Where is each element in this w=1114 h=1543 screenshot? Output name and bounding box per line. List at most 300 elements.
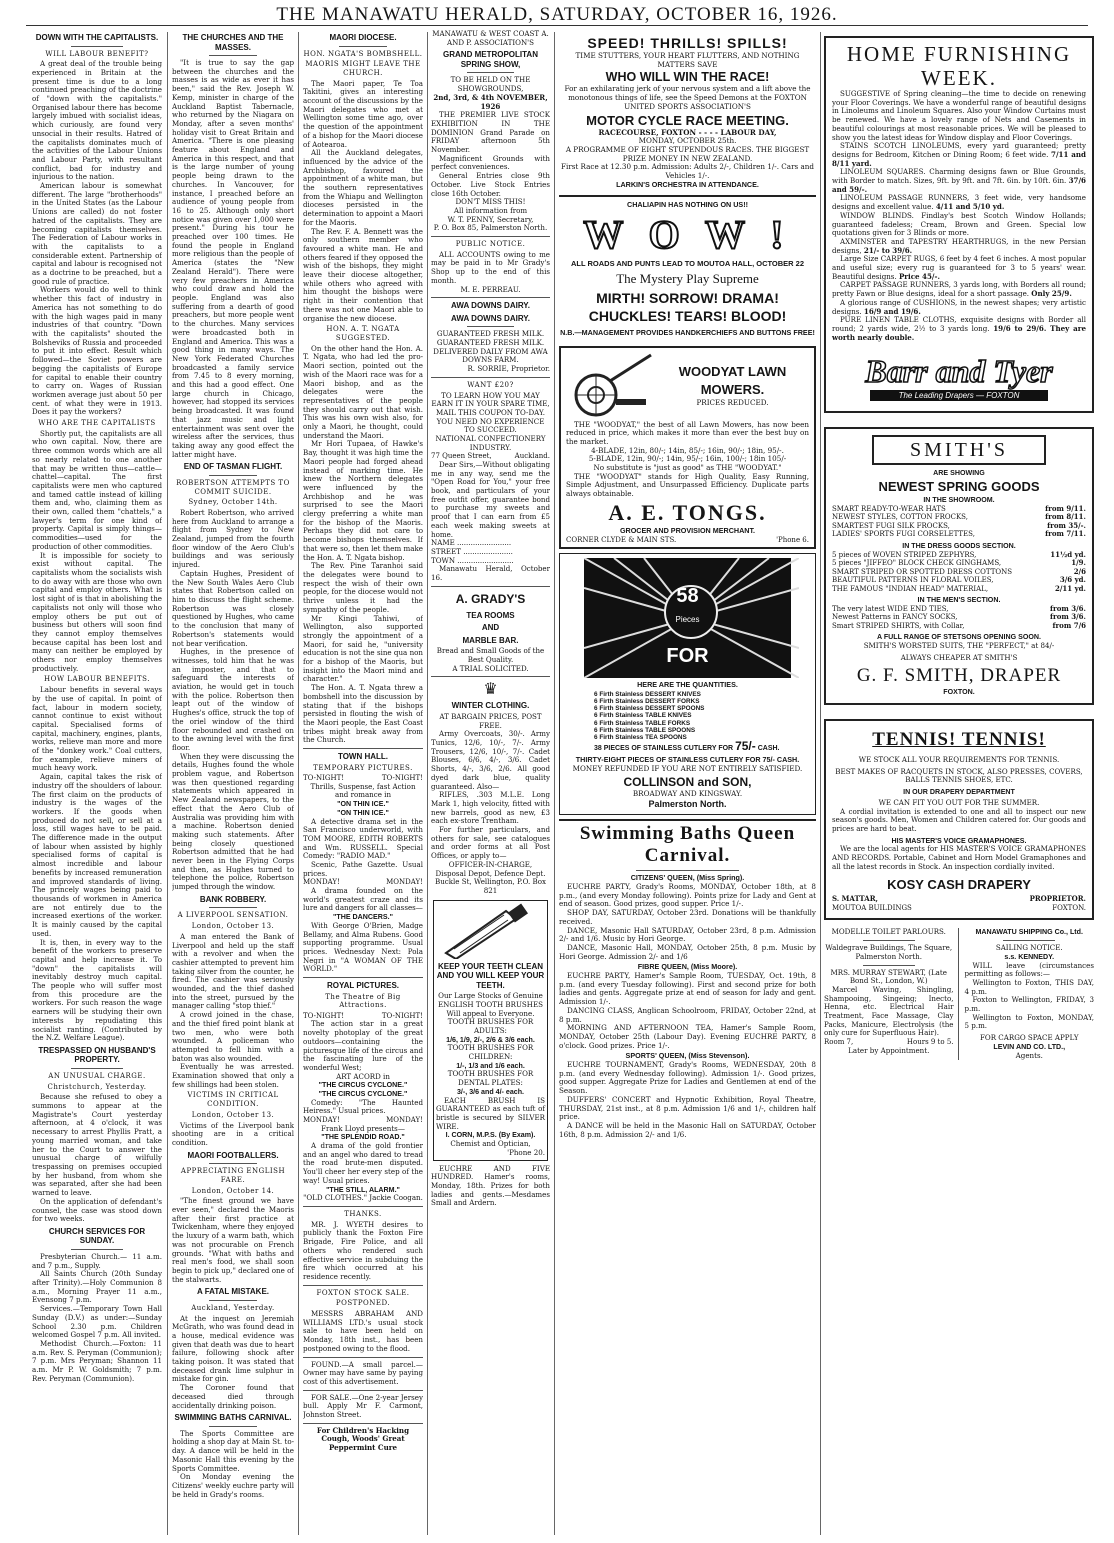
ad-text: Waldegrave Buildings, The Square, Palmerston North. <box>825 943 953 961</box>
price-list-item: The very latest WIDE END TIES, <box>832 604 949 613</box>
article-paragraph: Victims of the Liverpool bank shooting are in a critical condition. <box>172 1120 294 1147</box>
ad-headline: NEWEST SPRING GOODS <box>878 479 1040 495</box>
price-list-item: SMART READY-TO-WEAR HATS <box>832 504 946 513</box>
ad-text: DANCE, Masonic Hall SATURDAY, October 23rd, 8 p.m. Admission 2/- and 1/6. Music by Hori George. <box>559 925 816 944</box>
ad-text: For further particulars, and others for sale, see catalogues and order forms at all Post Offices, or apply to— <box>431 825 550 861</box>
film-title: "ON THIN ICE." <box>337 800 389 809</box>
ad-text: A drama of the gold frontier and an angel who dared to tread the road brute-men disputed. You'll cheer her every step of the way! Usual prices. <box>303 1141 423 1185</box>
lawn-mower-icon <box>566 351 656 421</box>
ad-headline: MIRTH! SORROW! DRAMA! <box>596 289 779 306</box>
dateline: Auckland, Yesterday. <box>191 1303 275 1312</box>
article-paragraph: When they were discussing the details, Hughes found the whole problem vague, and Robertson was then questioned regarding statements which appeared in New Zealand newspapers, to the effect that the Aero Club of Australia was providing him with a machine. Robertson denied making such statements. After being closely questioned Robertson admitted that he had never been in the Flying Corps and then, as Hughes turned to telephone the police, Robertson jumped through the window. <box>172 751 294 892</box>
subheadline: THANKS. <box>344 1209 382 1218</box>
price: 1/-, 1/3 and 1/6 each. <box>456 1061 525 1070</box>
subheadline: A LIVERPOOL SENSATION. <box>177 911 289 920</box>
coupon-label: NAME <box>431 538 455 548</box>
ad-headline: WINTER CLOTHING. <box>451 701 530 711</box>
ad-headline: KEEP YOUR TEETH CLEAN AND YOU WILL KEEP YOUR TEETH. <box>436 961 545 990</box>
ad-text: MANAWATU & WEST COAST A. AND P. ASSOCIATION'S <box>432 30 549 47</box>
ad-text: RACECOURSE, FOXTON - - - - LABOUR DAY, <box>598 127 777 137</box>
divider <box>209 475 258 476</box>
price-list-item: THE FAMOUS "INDIAN HEAD" MATERIAL, <box>832 584 989 593</box>
price-list-price: 2/11 yd. <box>1054 583 1086 593</box>
address-row <box>566 536 809 545</box>
tonight-label: TO-NIGHT! <box>303 1011 345 1020</box>
price-list-price: from 9/11. <box>1045 503 1086 513</box>
monday-label: MONDAY! <box>303 1116 340 1125</box>
headline: THE CHURCHES AND THE MASSES. <box>182 33 284 52</box>
ad-text: THE "WOODYAT," the best of all Lawn Mowers, has now been reduced in price, which makes it more than ever the best buy on the market. <box>566 419 809 446</box>
price-list-price: 3/6 yd. <box>1059 575 1086 584</box>
price-list-row <box>832 613 1086 622</box>
divider <box>209 1163 258 1164</box>
subheadline: WHO ARE THE CAPITALISTS <box>38 419 156 428</box>
ad-text: MRS. MURRAY STEWART, (Late Bond St., London, W.) <box>830 967 947 986</box>
ad-text: ALL ROADS AND PUNTS LEAD TO MOUTOA HALL, OCTOBER 22 <box>570 259 805 269</box>
ad-headline: TENNIS! TENNIS! <box>872 729 1046 751</box>
cutlery-item: 6 Firth Stainless DESSERT FORKS <box>594 697 700 705</box>
price-list-item: LADIES' SPORTS FUGI CORSELETTES, <box>832 530 975 539</box>
cutlery-list <box>594 691 781 741</box>
coupon-name-field[interactable]: NAME ........................ <box>431 538 512 548</box>
price-list-price: 1/9. <box>1071 558 1086 567</box>
ad-text: Frank Lloyd presents— <box>321 1123 405 1133</box>
ad-subhead: IN THE MEN'S SECTION. <box>917 596 1001 604</box>
ad-text: AT BARGAIN PRICES, POST FREE. <box>439 711 542 730</box>
price-list-row <box>832 568 1086 577</box>
ad-text: PRICES REDUCED. <box>696 398 769 408</box>
film-title: "THE STILL, ALARM." <box>326 1185 400 1194</box>
headline: END OF TASMAN FLIGHT. <box>183 462 283 472</box>
divider <box>559 195 816 197</box>
divider <box>303 1390 423 1391</box>
divider <box>71 1249 123 1250</box>
ad-subhead: IN THE DRESS GOODS SECTION. <box>902 541 1016 550</box>
headline: DOWN WITH THE CAPITALISTS. <box>35 33 159 42</box>
article-paragraph: Services.—Temporary Town Hall Sunday (D.V.) as under:—Sunday School 2.30 p.m. Children welcomed Gospel 7 p.m. All invited. <box>32 1304 162 1340</box>
divider <box>467 72 515 73</box>
ad-text: DELIVERED DAILY FROM AWA DOWNS FARM. <box>433 346 548 365</box>
logo-tagline: The Leading Drapers — FOXTON <box>870 390 1048 401</box>
article-paragraph: At the inquest on Jeremiah McGrath, who was found dead in a house, medical evidence was given that death was due to heart failure, following shock after taking poison. It was stated that deceased drank lime sulphur in mistake for gin. <box>172 1313 294 1384</box>
dress-goods-list <box>832 551 1086 594</box>
ad-text: DANCE, Masonic Hall, MONDAY, October 25th, 8 p.m. Music by Hori George. Admission 2/- and 1/6 <box>559 942 816 961</box>
divider <box>863 940 915 941</box>
ad-text: Foxton to Wellington, FRIDAY, 3 p.m. <box>964 995 1094 1014</box>
cutlery-cash-label: CASH. <box>757 745 780 753</box>
ad-text: EUCHRE TOURNAMENT, Grady's Rooms, WEDNESDAY, 20th 8 p.m. (and every Wednesday following). Admission 1/-. Good prizes, good supper. Aggregate Prize for Ladies and Gentlemen at end of the Season. <box>559 1060 816 1096</box>
bottom-ads <box>824 928 1094 1060</box>
column-3 <box>303 30 423 1537</box>
price-list-row <box>832 551 1086 560</box>
subheadline: HON. NGATA'S BOMBSHELL. <box>303 49 423 58</box>
column-4 <box>431 30 550 1537</box>
ad-text: TOOTH BRUSHES FOR CHILDREN: <box>447 1043 534 1062</box>
divider <box>209 907 258 908</box>
price: 3/-, 3/6 and 4/- each. <box>456 1087 525 1096</box>
headline: BANK ROBBERY. <box>199 894 267 904</box>
ad-headline: A. E. TONGS. <box>608 499 767 525</box>
price-list-item: Smart STRIPED SHIRTS, with Collar, <box>832 621 965 630</box>
ad-text: HERE ARE THE QUANTITIES. <box>637 680 738 690</box>
price-list-price: 11½d yd. <box>1050 549 1086 559</box>
ad-text <box>832 281 1086 298</box>
ad-text <box>832 299 1086 316</box>
price-list-item: 5 pieces of WOVEN STRIPED ZEPHYRS, <box>832 550 977 559</box>
ad-text: FOR SALE.—One 2-year Jersey bull. Apply Mr F. Carmont, Johnston Street. <box>303 1392 423 1420</box>
divider <box>863 965 915 966</box>
tonight-label: TO-NIGHT! <box>381 774 423 783</box>
price-list-item: Newest Patterns in FANCY SOCKS, <box>832 613 958 622</box>
ad-headline: SPEED! THRILLS! SPILLS! <box>587 35 788 51</box>
ad-text: GUARANTEED FRESH MILK. <box>436 329 545 339</box>
divider <box>339 46 387 47</box>
subheadline: TEMPORARY PICTURES. <box>313 763 413 772</box>
ad-text: CARPET PASSAGE RUNNERS, 3 yards long, with Borders all round; pretty Fawn or Blue designs, ideal for a short passage. <box>832 280 1086 299</box>
ad-text: TOOTH BRUSHES FOR DENTAL PLATES: <box>447 1069 534 1088</box>
ad-text: EACH BRUSH IS GUARANTEED as each tuft of bristle is secured by SILVER WIRE. <box>436 1095 545 1131</box>
price: 7/11 and 8/11 yard. <box>832 149 1087 168</box>
wow-title: W O W ! <box>583 212 792 258</box>
cutlery-item: 6 Firth Stainless DESSERT KNIVES <box>594 690 701 698</box>
monday-label: MONDAY! <box>386 878 423 887</box>
ad-text: MORNING AND AFTERNOON TEA, Hamer's Sample Room, MONDAY, October 25th (Labour Day). Evening EUCHRE PARTY, 8 o'clock. Good prizes. Price 1/-. <box>559 1023 816 1050</box>
ad-text: A TRIAL SOLICITED. <box>452 663 529 673</box>
ad-text: 2nd, 3rd, & 4th NOVEMBER, 1926 <box>433 92 548 111</box>
ad-text: M. E. PERREAU. <box>460 284 521 294</box>
ad-text <box>832 238 1086 255</box>
dateline: Christchurch, Yesterday. <box>47 1082 147 1091</box>
ad-text: MONEY REFUNDED IF YOU ARE NOT ENTIRELY SATISFIED. <box>572 763 803 773</box>
cutlery-price: 75/- <box>735 739 756 754</box>
article-paragraph: It is impossible for society to exist without capital. The capitalists whom the socialists wish to do away with are those who own capital and employ others. What is lost sight of is that in abolishing the capitalists not only will those who employ others be put out of business but others will soon find they cannot employ themselves because capital has been lost and many can neither be employed by others nor employ themselves productively. <box>32 550 162 673</box>
cutlery-count: 58 <box>676 585 699 608</box>
price-list-item: SMARTEST FUGI SILK FROCKS, <box>832 521 950 530</box>
ad-text: Scenic, Pathe Gazette. Usual prices. <box>303 860 423 878</box>
divider <box>303 1357 423 1358</box>
smiths-ad <box>824 427 1094 705</box>
film-title: "ON THIN ICE." <box>337 808 389 817</box>
coupon-label: TOWN <box>431 555 456 565</box>
divider <box>1003 940 1055 941</box>
ad-text: AXMINSTER and TAPESTRY HEARTHRUGS, in the new Persian designs, <box>832 236 1086 255</box>
divider <box>303 748 423 749</box>
divider <box>636 870 739 871</box>
divider <box>431 236 550 237</box>
ad-text: Large Size CARPET RUGS, 6 feet by 4 feet 6 inches. A most popular and useful size; every rug is guaranteed for 3 to 5 years' wear. Beautiful designs. <box>832 254 1086 281</box>
ad-subhead: IN THE SHOWROOM. <box>923 496 995 505</box>
dateline: London, October 13. <box>191 1110 275 1119</box>
article-paragraph: A man entered the Bank of Liverpool and held up the staff with a revolver and when the cashier attempted to prevent him taking silver from the counter, he fired. The cashier was seriously wounded, and the thief dashed into the street, pursued by the manager calling "stop thief." <box>172 931 294 1011</box>
ad-text: Wellington to Foxton, MONDAY, 5 p.m. <box>964 1012 1094 1031</box>
ad-text: CHALIAPIN HAS NOTHING ON US!! <box>627 200 748 210</box>
ad-text: TOOTH BRUSHES FOR ADULTS: <box>447 1017 534 1035</box>
ad-text: WE CAN FIT YOU OUT FOR THE SUMMER. <box>878 797 1040 807</box>
ad-text: Bread and Small Goods of the Best Quality. <box>436 646 545 664</box>
monday-label: MONDAY! <box>303 878 340 887</box>
subheadline: POSTPONED. <box>335 1299 391 1308</box>
ad-headline: WOODYAT LAWN <box>678 364 787 380</box>
tennis-ad <box>824 719 1094 920</box>
woodyat-ad <box>559 346 816 550</box>
ad-text: YOU NEED NO EXPERIENCE TO SUCCEED. <box>436 416 545 435</box>
price: 16/9 and 19/6. <box>863 306 921 316</box>
price: 19/6 to 29/6. They are worth nearly double. <box>832 323 1086 342</box>
divider <box>209 1300 258 1301</box>
ad-subhead: A FULL RANGE OF STETSONS OPENING SOON. <box>877 633 1041 642</box>
ad-text: 4-BLADE, 12in, 80/-; 14in, 85/-; 16in, 90/-; 18in, 95/-. <box>591 445 784 455</box>
logo-wordmark: Barr and Tyer <box>865 353 1053 390</box>
price: Price 45/-. <box>898 271 940 281</box>
article-paragraph: American labour is somewhat different. The large "brotherhoods" in the United States (as the Labour Unions are called) do not foster hatred of the capitalists. They are becoming capitalists themselves. The Federation of Labour works in with the capitalists to a considerable extent. Partnership of capital and labour is recognised not as a doctrine to be preached, but a good rule of practice. <box>32 181 162 286</box>
address-label: 'Phone 6. <box>776 535 809 544</box>
price: Only 25/9. <box>1031 289 1072 299</box>
ad-text: SHOP DAY, SATURDAY, October 23rd. Donations will be thankfully received. <box>559 908 816 926</box>
ad-text: Our Large Stocks of Genuine ENGLISH TOOTH BRUSHES Will appeal to Everyone. <box>437 991 544 1018</box>
ad-text: EUCHRE PARTY, Hamer's Sample Room, TUESDAY, Oct. 19th, 8 p.m. (and every Tuesday following). First and second prize for both ladies and gents. Aggregate prize at end of season for lady and gent. Admission 1/-. <box>559 971 816 1007</box>
divider <box>209 1426 258 1427</box>
ad-text: TO BE HELD ON THE SHOWGROUNDS, <box>450 75 531 94</box>
ad-text: Comedy: "The Haunted Heiress." Usual prices. <box>303 1097 423 1116</box>
ad-subhead: MODELLE TOILET PARLOURS. <box>831 927 946 937</box>
divider <box>303 1285 423 1286</box>
ad-text: Palmerston North. <box>648 799 727 810</box>
film-title: "THE CIRCUS CYCLONE." <box>318 1081 408 1090</box>
article-paragraph: All the Auckland delegates, influenced by the advice of the Archbishop, favoured the appointment of a white man, but the southern representatives from the Whiapu and Wellington dioceses persisted in the determination to appoint a Maori for the Maoris. <box>303 148 423 227</box>
ad-text: LEVIN AND CO. LTD., <box>993 1042 1066 1051</box>
ad-text: DON'T MISS THIS! <box>455 197 526 207</box>
ad-text: Disposal Depot, Defence Dept. Buckle St, Wellington, P.O. Box 821 <box>434 868 546 895</box>
proprietor-row <box>832 895 1086 904</box>
divider <box>431 586 550 587</box>
column-rule <box>820 32 821 1535</box>
article-paragraph: Eventually he was arrested. Examination showed that only a few shillings had been stolen. <box>172 1062 294 1089</box>
price-list-row <box>832 576 1086 585</box>
price: 37/6 and 59/-. <box>832 176 1086 194</box>
ad-text: General Entries close 9th October. Live Stock Entries close 16th October. <box>431 171 550 198</box>
barr-and-tyer-logo <box>840 352 1078 401</box>
dateline: London, October 13. <box>191 922 275 931</box>
ad-text: First Race at 12.30 p.m. Admission: Adults 2/-, Children 1/-. Cars and Vehicles 1/-. <box>560 162 815 181</box>
ad-text: STAINS SCOTCH LINOLEUMS, every yard guaranteed; pretty designs for Bedroom, Kitchen or Dining Room; 6 feet wide. <box>832 141 1086 159</box>
ad-headline: AND <box>481 623 500 633</box>
proprietor-name: S. MATTAR, <box>832 894 878 904</box>
cutlery-item: 6 Firth Stainless TEA SPOONS <box>594 734 687 741</box>
ad-headline: AWA DOWNS DAIRY. <box>451 301 530 311</box>
price-list-row <box>832 559 1086 568</box>
ad-text: BROADWAY AND KINGSWAY. <box>632 788 743 798</box>
article-paragraph: Mr Hori Tupaea, of Hawke's Bay, thought it was high time the Maori people had forged ahead instead of marking time. He knew the Northern delegates were influenced by the Archbishop and he was surprised to see the Maori clergy preferring a white man for the bishop of the Maoris. Perhaps they did not care to become bishops themselves. If that were so, then let them make the Hon. A. T. Ngata bishop. <box>303 439 423 562</box>
divider <box>559 819 816 821</box>
article-paragraph: Robert Robertson, who arrived here from Auckland to arrange a flight from Sydney to New Zealand, jumped from the fourth floor window of the Aero Club's buildings and was seriously injured. <box>172 507 294 570</box>
masthead-title: THE MANAWATU HERALD, SATURDAY, OCTOBER 16, 1926. <box>276 4 838 25</box>
ad-text: Thrills, Suspense, fast Action and romance in <box>310 781 416 800</box>
headline: TOWN HALL. <box>337 752 389 762</box>
ad-text: W. T. PENNY, Secretary, <box>447 214 534 224</box>
ad-text: OFFICER-IN-CHARGE, <box>448 859 533 869</box>
ad-text: RIFLES, .303 M.L.E. Long Mark 1, high velocity, fitted with new barrels, good as new, £3 each ex-store Trentham. <box>431 790 550 826</box>
article-paragraph: Hughes, in the presence of witnesses, told him that he was an imposter, and that to safeguard the interests of aviation, he would get in touch with the police. Robertson then leapt out of the window of Hughes's office, struck the top of the oriel window of the third floor rebounded and crashed on to the awning level with the first floor. <box>172 647 294 752</box>
ad-text: TIME STUTTERS, YOUR HEART FLUTTERS, AND NOTHING MATTERS SAVE <box>575 51 800 69</box>
article-paragraph: Mr Kingi Tahiwi, of Wellington, also supported strongly the appointment of a Maori, for said he, "university education is not the sine qua non for a bishop of the Maoris, but insight into the Maori mind and character." <box>303 613 423 684</box>
ad-text: Dear Sirs,—Without obligating me in any way, send me the "Open Road for You," your free book, and particulars of your free outfit offer, guarantee bond to purchase my sweets and proof that I can earn from £5 each week making sweets at home. <box>431 459 550 539</box>
cutlery-offer-text: 38 PIECES OF STAINLESS CUTLERY FOR <box>594 745 734 753</box>
divider <box>431 297 550 298</box>
price-list-item: BEAUTIFUL PATTERNS IN FLORAL VOILES, <box>832 576 994 584</box>
ad-text: With George O'Brien, Madge Bellamy, and Alma Rubens. Good supporting programme. Usual prices. Wednesday Next: Pola Negri in "A WOMAN OF THE WORLD." <box>303 920 423 974</box>
ad-text: WE STOCK ALL YOUR REQUIREMENTS FOR TENNIS. <box>858 755 1060 765</box>
ad-headline: COLLINSON and SON, <box>623 774 752 789</box>
article-paragraph: "It is true to say the gap between the churches and the masses is as wide as ever it has been," said the Rev. Joseph W. Kemp, minister in charge of the Auckland Baptist Tabernacle, who returned by the Niagara on Monday, after a seven months' holiday visit to Great Britain and America. "There is one pleasing feature about England and America in this respect, and that is the large number of young people being drawn to the churches. In Vancouver, for instance, I preached before an audience of young people from 16 to 25. Although only short notice was given over 1,000 were present." During his tour he preached over 100 times. He found the people in England more religious than the people of America (states the "New Zealand Herald"). There were very few preachers in America who could draw and hold the people. England was also suffering from a dearth of good preachers, but more people went to the churches. Many services were broadcasted both in England and America. This was a good thing in many ways. The New York Federated Churches broadcasted a family service from 7.45 to 8 every morning, and this had a good effect. One large church in Chicago, however, had stopped its services being broadcasted. It was found that jazz music and light entertainment was sent over the wireless after the services, thus taking away any good effect the latter might have. <box>172 58 294 459</box>
ad-text: Chemist and Optician, <box>450 1139 531 1149</box>
ad-subhead: HIS MASTER'S VOICE GRAMAPHONES. <box>891 836 1027 845</box>
ad-headline: HOME FURNISHING <box>846 42 1072 66</box>
masthead-rule <box>26 25 1088 26</box>
ad-text: FOUND.—A small parcel.—Owner may have same by paying cost of this advertisement. <box>303 1359 423 1386</box>
home-furnishing-ad <box>824 36 1094 413</box>
cutlery-illustration <box>584 558 791 678</box>
ad-headline: WHO WILL WIN THE RACE! <box>605 70 770 85</box>
divider <box>303 1206 423 1207</box>
ad-headline: MOWERS. <box>700 382 765 398</box>
cutlery-for-label: FOR <box>666 645 709 668</box>
mens-list <box>832 605 1086 631</box>
ad-text: A PROGRAMME OF EIGHT STUPENDOUS RACES. THE BIGGEST PRIZE MONEY IN NEW ZEALAND. <box>565 144 810 163</box>
column-1 <box>32 30 162 1537</box>
ad-text: THE PREMIER LIVE STOCK EXHIBITION IN THE DOMINION Grand Parade on FRIDAY afternoon 5th November. <box>431 110 550 155</box>
tonight-label: TO-NIGHT! <box>303 774 345 783</box>
ad-text: ARE SHOWING <box>933 469 985 478</box>
price-list-price: from 3/6. <box>1050 603 1086 613</box>
subheadline: WILL LABOUR BENEFIT? <box>45 49 149 58</box>
ad-text: Wellington to Foxton, THIS DAY, 4 p.m. <box>964 977 1094 996</box>
cutlery-pieces-label: Pieces <box>675 615 700 625</box>
divider <box>303 977 423 978</box>
shipping-ad <box>959 928 1095 1060</box>
coupon-label: STREET <box>431 546 462 556</box>
headline: CHURCH SERVICES FOR SUNDAY. <box>48 1226 146 1246</box>
article-paragraph: Shortly put, the capitalists are all who own capital. Now, there are three common words which are all so nearly related to one another that may be written thus—cattle—chattel—capital. The first capitalists were men who captured and tamed cattle instead of killing them and, who, claiming them as their own, called them "chattels," a lawyer's term for one kind of property. Capital is simply things—commodities—used for the production of other commodities. <box>32 428 162 551</box>
article-paragraph: The Maori paper, Te Toa Takitini, gives an interesting account of the discussions by the Maori delegates who met at Wellington some time ago, over the question of the appointment of a bishop for the Maori diocese of Aotearoa. <box>303 78 423 149</box>
ad-text: Later by Appointment. <box>848 1045 930 1055</box>
price-list-price: from 7/11. <box>1045 529 1086 539</box>
cutlery-item: 6 Firth Stainless TABLE SPOONS <box>594 726 696 734</box>
cutlery-offer <box>594 739 781 754</box>
address-label: FOXTON. <box>1052 903 1086 912</box>
ad-text: MESSRS ABRAHAM AND WILLIAMS LTD.'s usual stock sale to have been held on Monday, 18th inst., has been postponed owing to the flood. <box>303 1309 423 1353</box>
subheadline: AN UNUSUAL CHARGE. <box>48 1071 146 1080</box>
ad-text <box>832 168 1086 194</box>
ad-headline: G. F. SMITH, DRAPER <box>856 665 1062 687</box>
article-paragraph: The Coroner found that deceased died through accidentally drinking poison. <box>172 1383 294 1410</box>
ad-text: LINOLEUM PASSAGE RUNNERS, 3 feet wide, very handsome designs and excellent value. <box>832 193 1086 212</box>
subheadline: WANT £20? <box>467 380 514 389</box>
ad-text <box>832 316 1086 342</box>
ad-text: NATIONAL CONFECTIONERY INDUSTRY. <box>435 434 546 452</box>
ad-text: ART ACORD in <box>336 1071 390 1081</box>
ad-text: 5-BLADE, 12in, 90/-; 14in, 95/-; 16in, 100/-; 18in 105/- <box>588 454 787 464</box>
ad-text <box>832 255 1086 281</box>
ad-text: A glorious range of CUSHIONS, in the newest shapes; very artistic designs. <box>832 297 1086 316</box>
coupon-street-field[interactable]: STREET ...................... <box>431 546 513 556</box>
ad-text: WINDOW BLINDS. Findlay's best Scotch Window Hollands; guaranteed fadeless; Cream, Brown and Green. Special low quotations given for 3 Blinds or more. <box>832 210 1086 238</box>
price-list-row <box>832 530 1086 539</box>
price-list-item: NEWEST STYLES, COTTON FROCKS, <box>832 513 968 522</box>
address-row <box>832 904 1086 913</box>
crest-icon: ♛ <box>483 679 498 699</box>
ad-text: TO LEARN HOW YOU MAY EARN IT IN YOUR SPARE TIME, MAIL THIS COUPON TO-DAY. <box>431 390 550 417</box>
subheadline: MAORIS MIGHT LEAVE THE CHURCH. <box>305 60 421 77</box>
ad-text: Agents. <box>1015 1050 1043 1060</box>
ad-text: A DANCE will be held in the Masonic Hall on SATURDAY, October 16th, 8 p.m. Admission 2/- and 1/6. <box>559 1121 816 1139</box>
price-list-price: from 7/6 <box>1052 620 1086 630</box>
column-rule <box>298 32 299 1535</box>
article-paragraph: Presbyterian Church.— 11 a.m. and 7 p.m., Supply. <box>32 1251 162 1270</box>
film-title: "THE CIRCUS CYCLONE." <box>318 1090 408 1099</box>
ad-text: SUGGESTIVE of Spring cleaning—the time to decide on renewing your Floor Coverings. We have a wonderful range of beautiful designs in Linoleums and Linoleum Squares. Also your Window Curtains must be renewed. We have a lovely range of Nets and Casements in beautiful colourings at most reasonable prices. We will be pleased to show you the latest ideas for Window display and Floor Coverings. <box>832 89 1086 142</box>
ad-headline: MOTOR CYCLE RACE MEETING. <box>586 112 789 128</box>
headline: TRESPASSED ON HUSBAND'S PROPERTY. <box>38 1045 156 1065</box>
room-label: Room 7, <box>824 1038 854 1047</box>
divider <box>209 55 258 56</box>
cutlery-item: 6 Firth Stainless DESSERT SPOONS <box>594 705 705 713</box>
ad-subhead: SPORTS' QUEEN, (Miss Stevenson). <box>625 1051 750 1061</box>
price-list-row <box>832 585 1086 594</box>
price-list-row <box>832 622 1086 631</box>
ad-text: THE "WOODYAT" stands for High Quality, Easy Running, Simple Adjustment, and Unsurpassed Efficiency. Duplicate parts always obtainable. <box>566 471 809 499</box>
subheadline: ROBERTSON ATTEMPTS TO COMMIT SUICIDE. <box>176 478 290 496</box>
price-list-price: from 8/11. <box>1045 512 1086 522</box>
article-paragraph: A crowd joined in the chase, and the thief fired point blank at two men, who were both wounded. A policeman who attempted to fell him with a baton was also wounded. <box>172 1010 294 1063</box>
ad-text: BEST MAKES OF RACQUETS IN STOCK, ALSO PRESSES, COVERS, BALLS TENNIS SHOES, ETC. <box>835 766 1083 785</box>
ad-headline: Carnival. <box>644 845 731 867</box>
ad-subhead: MANAWATU SHIPPING Co., Ltd. <box>975 928 1083 937</box>
ad-text: A cordial invitation is extended to one and all to inspect our new season's goods. Men, Women and Children catered for. Our goods and prices are hard to beat. <box>832 806 1086 833</box>
ad-headline: CHUCKLES! TEARS! BLOOD! <box>588 307 787 324</box>
advertiser-name: I. CORN, M.P.S. (By Exam). <box>445 1131 536 1140</box>
ad-text: MR. J. WYETH desires to publicly thank the Foxton Fire Brigade, Fire Police, and all others who rendered such effective service in subduing the fire which occurred at his residence recently. <box>303 1219 423 1281</box>
article-paragraph: Methodist Church.—Foxton: 11 a.m. Rev. S. Peryman (Communion); 7 p.m. Mrs Peryman; Shannon 11 a.m. Mr P. W. Goldsmith; 7 p.m. Rev. Peryman (Communion). <box>32 1338 162 1383</box>
ad-text: ALWAYS CHEAPER AT SMITH'S <box>900 652 1018 662</box>
ad-text: R. SORRIE, Proprietor. <box>467 364 550 374</box>
price-list-price: from 3/6. <box>1050 612 1086 622</box>
article-paragraph: The Hon. A. T. Ngata threw a bombshell into the discussion by stating that if the bishops persisted in flouting the wish of the Maori people, the East Coast tribes might break away from the Church. <box>303 683 423 745</box>
dateline: London, October 14. <box>191 1186 275 1195</box>
ad-text: GUARANTEED FRESH MILK. <box>436 337 545 347</box>
ad-text: LARKIN'S ORCHESTRA IN ATTENDANCE. <box>616 179 759 189</box>
divider <box>71 1068 123 1069</box>
headline: A FATAL MISTAKE. <box>197 1287 269 1297</box>
price: 21/- to 39/6. <box>863 245 913 255</box>
ad-text: For an exhilarating jerk of your nervous system and a lift above the monotonous things of life, see the Speed Demons at the FOXTON UNITED SPORTS ASSOCIATION'S <box>564 84 811 111</box>
film-title: "THE SPLENDID ROAD." <box>321 1133 405 1142</box>
column-rule <box>554 32 555 1535</box>
article-paragraph: Workers would do well to think whether this fact of industry in America has not something to do with the high wages paid in many industries of that country. "Down with the capitalists" shouted the Bolsheviks of Russia and proceeded to put it into effect. Result which followed—the Soviet powers are begging the capitalists of Europe for capital to enable their country to carry on. Wages of Russian workmen average just about 50 per cent. of what they were in 1913. Does it pay the workers? <box>32 285 162 417</box>
ad-text <box>832 142 1086 168</box>
coupon-town-field[interactable]: TOWN ......................... <box>431 555 514 565</box>
ad-text: DANCING CLASS, Anglican Schoolroom, FRIDAY, October 22nd, at 8 p.m. <box>559 1005 816 1024</box>
ad-text: s.s. KENNEDY. <box>1004 952 1055 961</box>
ad-text: GROCER AND PROVISION MERCHANT. <box>619 525 756 535</box>
price-list-price: from 35/-. <box>1047 520 1086 530</box>
address-label: CORNER CLYDE & MAIN STS. <box>566 535 677 544</box>
ad-text: SMITH'S WORSTED SUITS, THE "PERFECT," at 84/- <box>863 640 1055 650</box>
subheadline: The Theatre of Big Attractions. <box>325 992 401 1010</box>
ad-text: Army Overcoats, 30/-. Army Tunics, 12/6, 10/-, 7/-. Army Trousers, 12/6, 10/-, 7/-. Cadet Blouses, 6/6, 4/-, 3/6. Cadet Shorts, 4/-, 3/6, 2/6. All good dyed dark blue, quality guaranteed. Also— <box>431 729 550 791</box>
price-list-item: SMART STRIPED OR SPOTTED DRESS COTTONS <box>832 567 1013 576</box>
divider <box>431 676 550 677</box>
cutlery-item: 6 Firth Stainless TABLE FORKS <box>594 719 691 727</box>
